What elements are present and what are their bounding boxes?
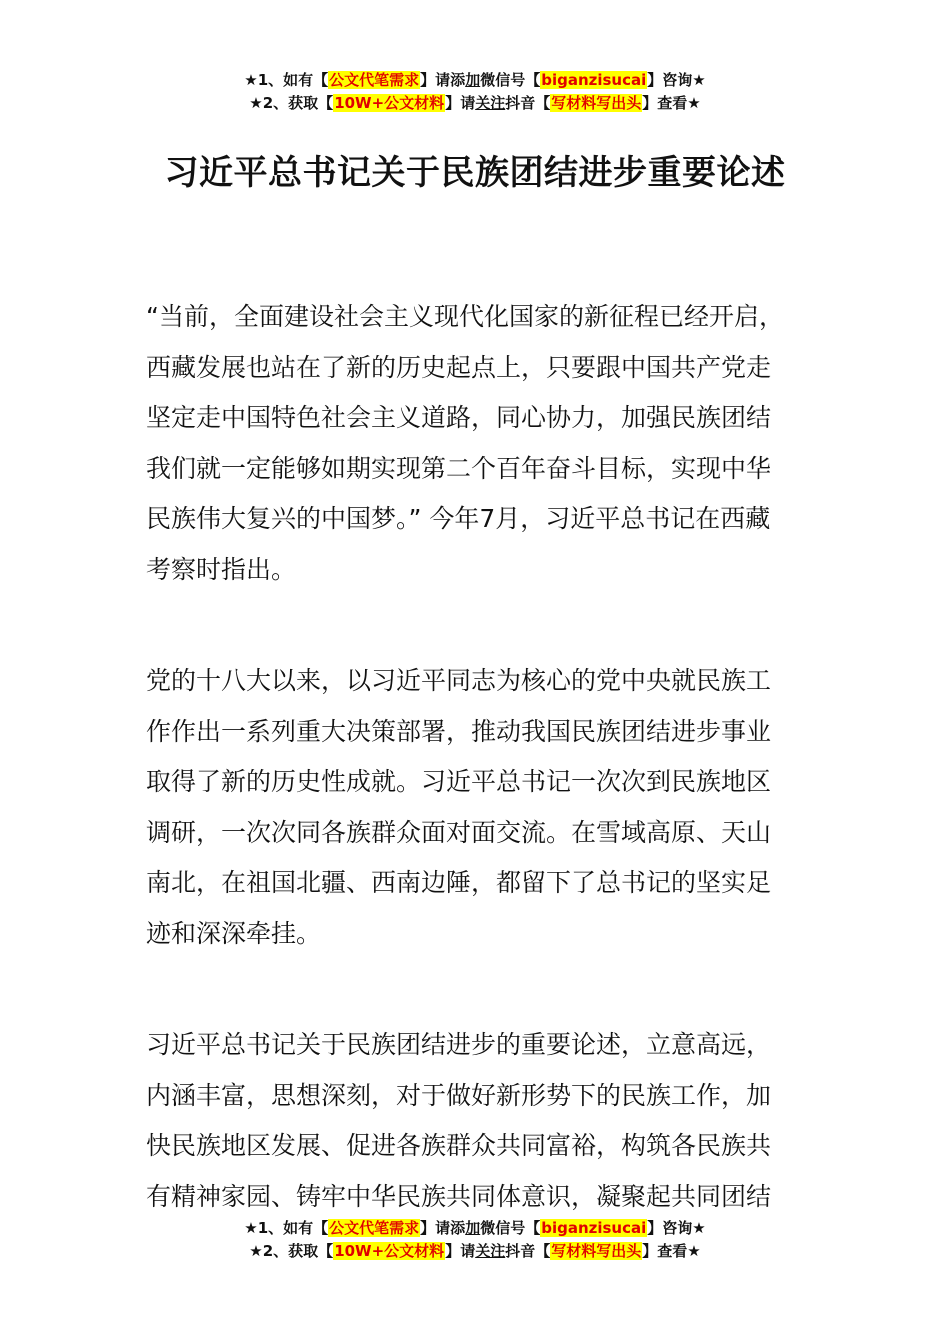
text-line: 作作出一系列重大决策部署，推动我国民族团结进步事业	[146, 716, 772, 746]
paragraph-3	[146, 1020, 810, 1222]
highlight-wechat-id: biganzisucai	[541, 1219, 647, 1237]
text-line: 调研，一次次同各族群众面对面交流。在雪域高原、天山	[146, 817, 772, 847]
banner-text: 】咨询★	[647, 71, 706, 89]
text-line: 迹和深深牵挂。	[146, 918, 322, 948]
text-line: 有精神家园、铸牢中华民族共同体意识，凝聚起共同团结	[146, 1181, 772, 1211]
banner-text: 】请	[445, 94, 476, 112]
banner-text: 】请添	[420, 1219, 466, 1237]
underlined-text: 关注	[475, 94, 506, 112]
underlined-text: 加	[465, 71, 481, 89]
text-line: 南北，在祖国北疆、西南边陲，都留下了总书记的坚实足	[146, 868, 772, 897]
paragraph-2	[146, 656, 810, 959]
text-line: 坚定走中国特色社会主义道路，同心协力，加强民族团结	[146, 403, 772, 432]
banner-line-1	[0, 69, 950, 92]
banner-line-2	[0, 1240, 950, 1263]
bottom-banner	[0, 1217, 950, 1263]
text-line: 内涵丰富，思想深刻，对于做好新形势下的民族工作，加	[146, 1080, 772, 1110]
banner-text: 抖音【	[505, 94, 551, 112]
highlight-douyin-account: 写材料写出头	[551, 94, 642, 112]
highlight-service: 公文代笔需求	[329, 1219, 420, 1237]
highlight-service: 公文代笔需求	[329, 71, 420, 89]
banner-text: ★1、如有【	[244, 1219, 329, 1237]
banner-text: ★1、如有【	[244, 71, 329, 89]
banner-text: 】查看★	[642, 1242, 701, 1260]
banner-text: 】咨询★	[647, 1219, 706, 1237]
paragraph-1	[146, 292, 810, 595]
text-line: 党的十八大以来，以习近平同志为核心的党中央就民族工	[146, 666, 772, 695]
text-line: 快民族地区发展、促进各族群众共同富裕，构筑各民族共	[146, 1131, 772, 1160]
banner-text: ★2、获取【	[249, 1242, 334, 1260]
banner-line-2	[0, 92, 950, 115]
text-line: 民族伟大复兴的中国梦。” 今年7月，习近平总书记在西藏	[146, 504, 771, 533]
banner-text: 】请	[445, 1242, 476, 1260]
highlight-materials: 10W+公文材料	[334, 1242, 445, 1260]
document-title: 习近平总书记关于民族团结进步重要论述	[164, 153, 786, 193]
top-banner	[0, 69, 950, 115]
banner-text: 】查看★	[642, 94, 701, 112]
banner-text: 微信号【	[480, 1219, 541, 1237]
text-line: 习近平总书记关于民族团结进步的重要论述，立意高远，	[146, 1030, 772, 1059]
banner-text: ★2、获取【	[249, 94, 334, 112]
banner-text: 微信号【	[480, 71, 541, 89]
underlined-text: 关注	[475, 1242, 506, 1260]
banner-text: 】请添	[420, 71, 466, 89]
underlined-text: 加	[465, 1219, 481, 1237]
text-line: 取得了新的历史性成就。习近平总书记一次次到民族地区	[146, 767, 772, 796]
highlight-douyin-account: 写材料写出头	[551, 1242, 642, 1260]
text-line: 西藏发展也站在了新的历史起点上，只要跟中国共产党走	[146, 352, 772, 382]
text-line: 考察时指出。	[146, 554, 297, 584]
text-line: “当前，全面建设社会主义现代化国家的新征程已经开启，	[146, 302, 784, 331]
document-body	[146, 292, 810, 1283]
banner-text: 抖音【	[505, 1242, 551, 1260]
highlight-wechat-id: biganzisucai	[541, 71, 647, 89]
highlight-materials: 10W+公文材料	[334, 94, 445, 112]
banner-line-1	[0, 1217, 950, 1240]
text-line: 我们就一定能够如期实现第二个百年奋斗目标，实现中华	[146, 453, 772, 483]
